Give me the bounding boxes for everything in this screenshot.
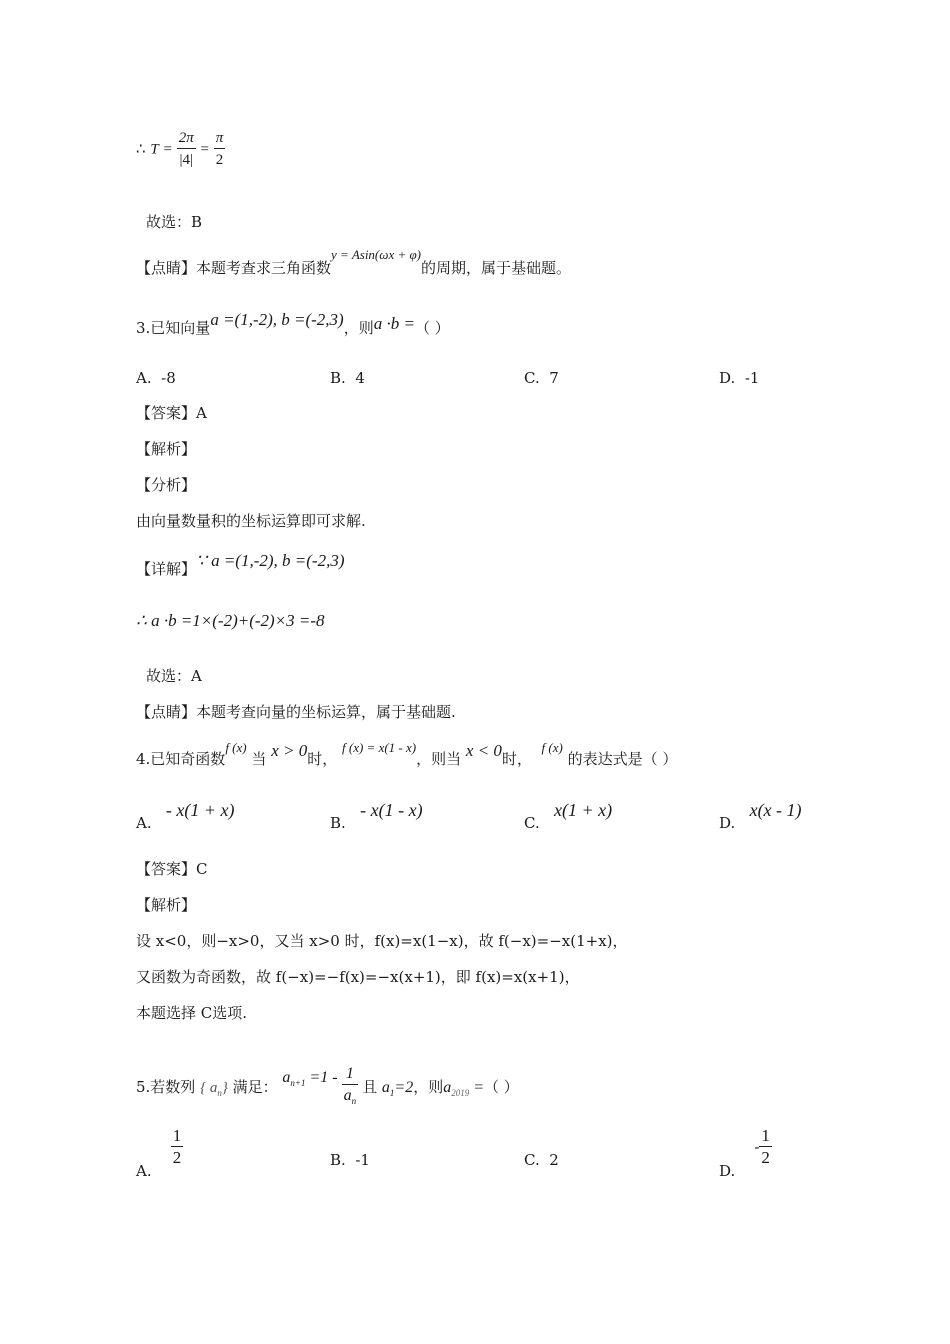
dianjing-3: 【点睛】本题考查向量的坐标运算，属于基础题. <box>136 703 456 721</box>
q3-option-d <box>719 368 759 388</box>
q4-cond1: x > 0 <box>271 741 308 760</box>
q5-a1-sub: 1 <box>389 1087 395 1098</box>
solution-4-line-1: 设 x<0，则−x>0，又当 x>0 时，f(x)=x(1−x)，故 f(−x)=−x(1+x)， <box>136 932 628 950</box>
option-value: - x(1 - x) <box>360 800 423 820</box>
equals-sign: = <box>200 141 209 158</box>
option-letter: B. <box>330 369 346 387</box>
q5-and: 且 <box>362 1077 378 1096</box>
option-letter: D. <box>719 1161 736 1180</box>
q4-f2: f (x) = x(1 - x) <box>342 740 417 755</box>
q4-f3: f (x) <box>541 740 563 755</box>
q3-paren: （ ） <box>414 319 450 337</box>
dianjing-1-prefix: 【点睛】本题考查求三角函数 <box>136 259 332 277</box>
q5-seq-a: { a <box>200 1079 218 1096</box>
question-3 <box>136 310 450 338</box>
fraction-numerator: π <box>214 128 226 149</box>
q5-eq2: = <box>473 1078 485 1096</box>
q5-option-d <box>719 1126 772 1180</box>
solution-4-line-3: 本题选择 C选项. <box>136 1004 248 1022</box>
q4-shi2: 时， <box>501 750 532 768</box>
q3-option-a <box>136 368 176 388</box>
q4-cond2: x < 0 <box>465 741 502 760</box>
q5-frac-den-sub: n <box>351 1096 357 1107</box>
fraction-numerator: 2π <box>177 128 196 149</box>
option-value: -8 <box>161 369 176 387</box>
q5-seq-close: } <box>221 1079 228 1096</box>
q3-option-c <box>524 368 559 388</box>
q5-option-c <box>524 1150 559 1170</box>
fraction-numerator: 1 <box>342 1064 359 1085</box>
q4-option-a <box>136 800 235 833</box>
q5-a1-val: =2 <box>394 1078 414 1096</box>
q5-prefix: 5.若数列 <box>136 1077 196 1096</box>
q4-when: 当 <box>251 750 267 768</box>
jiexi-4: 【解析】 <box>136 896 197 914</box>
answer-4: 【答案】C <box>136 860 208 878</box>
q5-eq: =1 - <box>309 1068 338 1086</box>
fraction-numerator: 1 <box>172 1126 182 1145</box>
option-value: -1 <box>355 1151 370 1169</box>
q3-prefix: 3.已知向量 <box>136 319 211 337</box>
select-b: 故选：B <box>146 213 203 231</box>
option-fraction <box>171 1126 184 1169</box>
fraction-2pi-over-4 <box>177 128 196 171</box>
fraction-denominator <box>342 1085 359 1112</box>
option-letter: A. <box>136 369 152 387</box>
option-letter: B. <box>330 1151 346 1169</box>
period-var: T <box>150 141 159 158</box>
option-value: x(1 + x) <box>554 800 613 820</box>
q5-a1 <box>382 1079 413 1096</box>
answer-3: 【答案】A <box>136 404 207 422</box>
q5-paren: （ ） <box>484 1077 519 1096</box>
option-letter: C. <box>524 1151 540 1169</box>
q4-shi: 时， <box>307 750 338 768</box>
calc-3: ∴ a ·b =1×(-2)+(-2)×3 =-8 <box>136 611 325 630</box>
q4-f1: f (x) <box>225 740 247 755</box>
q3-mid: ，则 <box>343 319 374 337</box>
q4-option-d <box>719 800 802 833</box>
q5-frac-den: a <box>343 1087 352 1104</box>
q5-sequence <box>200 1080 228 1096</box>
xiangjie-3 <box>136 551 345 579</box>
option-value: 7 <box>549 369 559 387</box>
q3-option-b <box>330 368 365 388</box>
option-value: 4 <box>355 369 365 387</box>
solution-4-line-2: 又函数为奇函数，故 f(−x)=−f(x)=−x(x+1)，即 f(x)=x(x+1)， <box>136 968 580 986</box>
option-sign: - <box>754 1139 760 1156</box>
q3-dot-formula: a ·b = <box>373 314 415 333</box>
xiangjie-3-formula: ∵ a =(1,-2), b =(-2,3) <box>196 551 345 570</box>
option-value: 2 <box>549 1151 559 1169</box>
fraction-pi-over-2 <box>214 128 226 171</box>
q4-prefix: 4.已知奇函数 <box>136 750 226 768</box>
option-letter: D. <box>719 369 736 387</box>
question-5 <box>136 1064 519 1112</box>
select-a: 故选：A <box>146 667 202 685</box>
period-formula <box>136 128 225 171</box>
q3-vector-formula: a =(1,-2), b =(-2,3) <box>210 310 344 329</box>
option-value: x(x - 1) <box>749 800 802 820</box>
dianjing-1 <box>136 247 572 279</box>
q5-then: ，则 <box>413 1077 444 1096</box>
dianjing-1-formula: y = Asin(ωx + φ) <box>331 247 422 262</box>
q5-a2019 <box>443 1079 484 1096</box>
option-letter: A. <box>136 814 152 832</box>
q5-a1-var: a <box>381 1078 390 1096</box>
fenxi-3-text: 由向量数量积的坐标运算即可求解. <box>136 512 366 530</box>
q4-suffix: 的表达式是（ ） <box>567 750 678 768</box>
question-4 <box>136 740 678 770</box>
option-letter: A. <box>136 1161 152 1180</box>
q4-option-c <box>524 800 613 833</box>
xiangjie-3-label: 【详解】 <box>136 560 197 578</box>
q5-satisfy: 满足： <box>232 1077 278 1096</box>
q5-fraction <box>342 1064 359 1112</box>
option-letter: D. <box>719 814 736 832</box>
q5-a2019-sub: 2019 <box>451 1087 470 1098</box>
fraction-denominator: |4| <box>179 152 193 168</box>
fraction-denominator: 2 <box>761 1148 770 1167</box>
option-value: - x(1 + x) <box>165 800 235 820</box>
q5-lhs-sub: n+1 <box>290 1077 306 1088</box>
fraction-denominator: 2 <box>215 152 224 168</box>
q4-then: ，则当 <box>416 750 462 768</box>
option-letter: C. <box>524 814 540 832</box>
q5-option-b <box>330 1150 370 1170</box>
q5-lhs: a <box>282 1068 291 1086</box>
q5-a2019-var: a <box>443 1078 452 1096</box>
option-value: -1 <box>744 369 760 387</box>
dianjing-1-suffix: 的周期，属于基础题。 <box>421 259 572 277</box>
therefore-symbol: ∴ <box>136 141 146 158</box>
option-letter: B. <box>330 814 346 832</box>
q5-seq-sub: n <box>217 1087 222 1098</box>
option-fraction <box>759 1126 772 1169</box>
equals-sign: = <box>163 141 172 158</box>
fraction-numerator: 1 <box>761 1126 770 1145</box>
fenxi-3: 【分析】 <box>136 476 197 494</box>
jiexi-3: 【解析】 <box>136 440 197 458</box>
option-letter: C. <box>524 369 540 387</box>
q5-recurrence <box>282 1065 362 1107</box>
q4-option-b <box>330 800 423 833</box>
q5-option-a <box>136 1126 183 1180</box>
fraction-denominator: 2 <box>172 1148 182 1167</box>
